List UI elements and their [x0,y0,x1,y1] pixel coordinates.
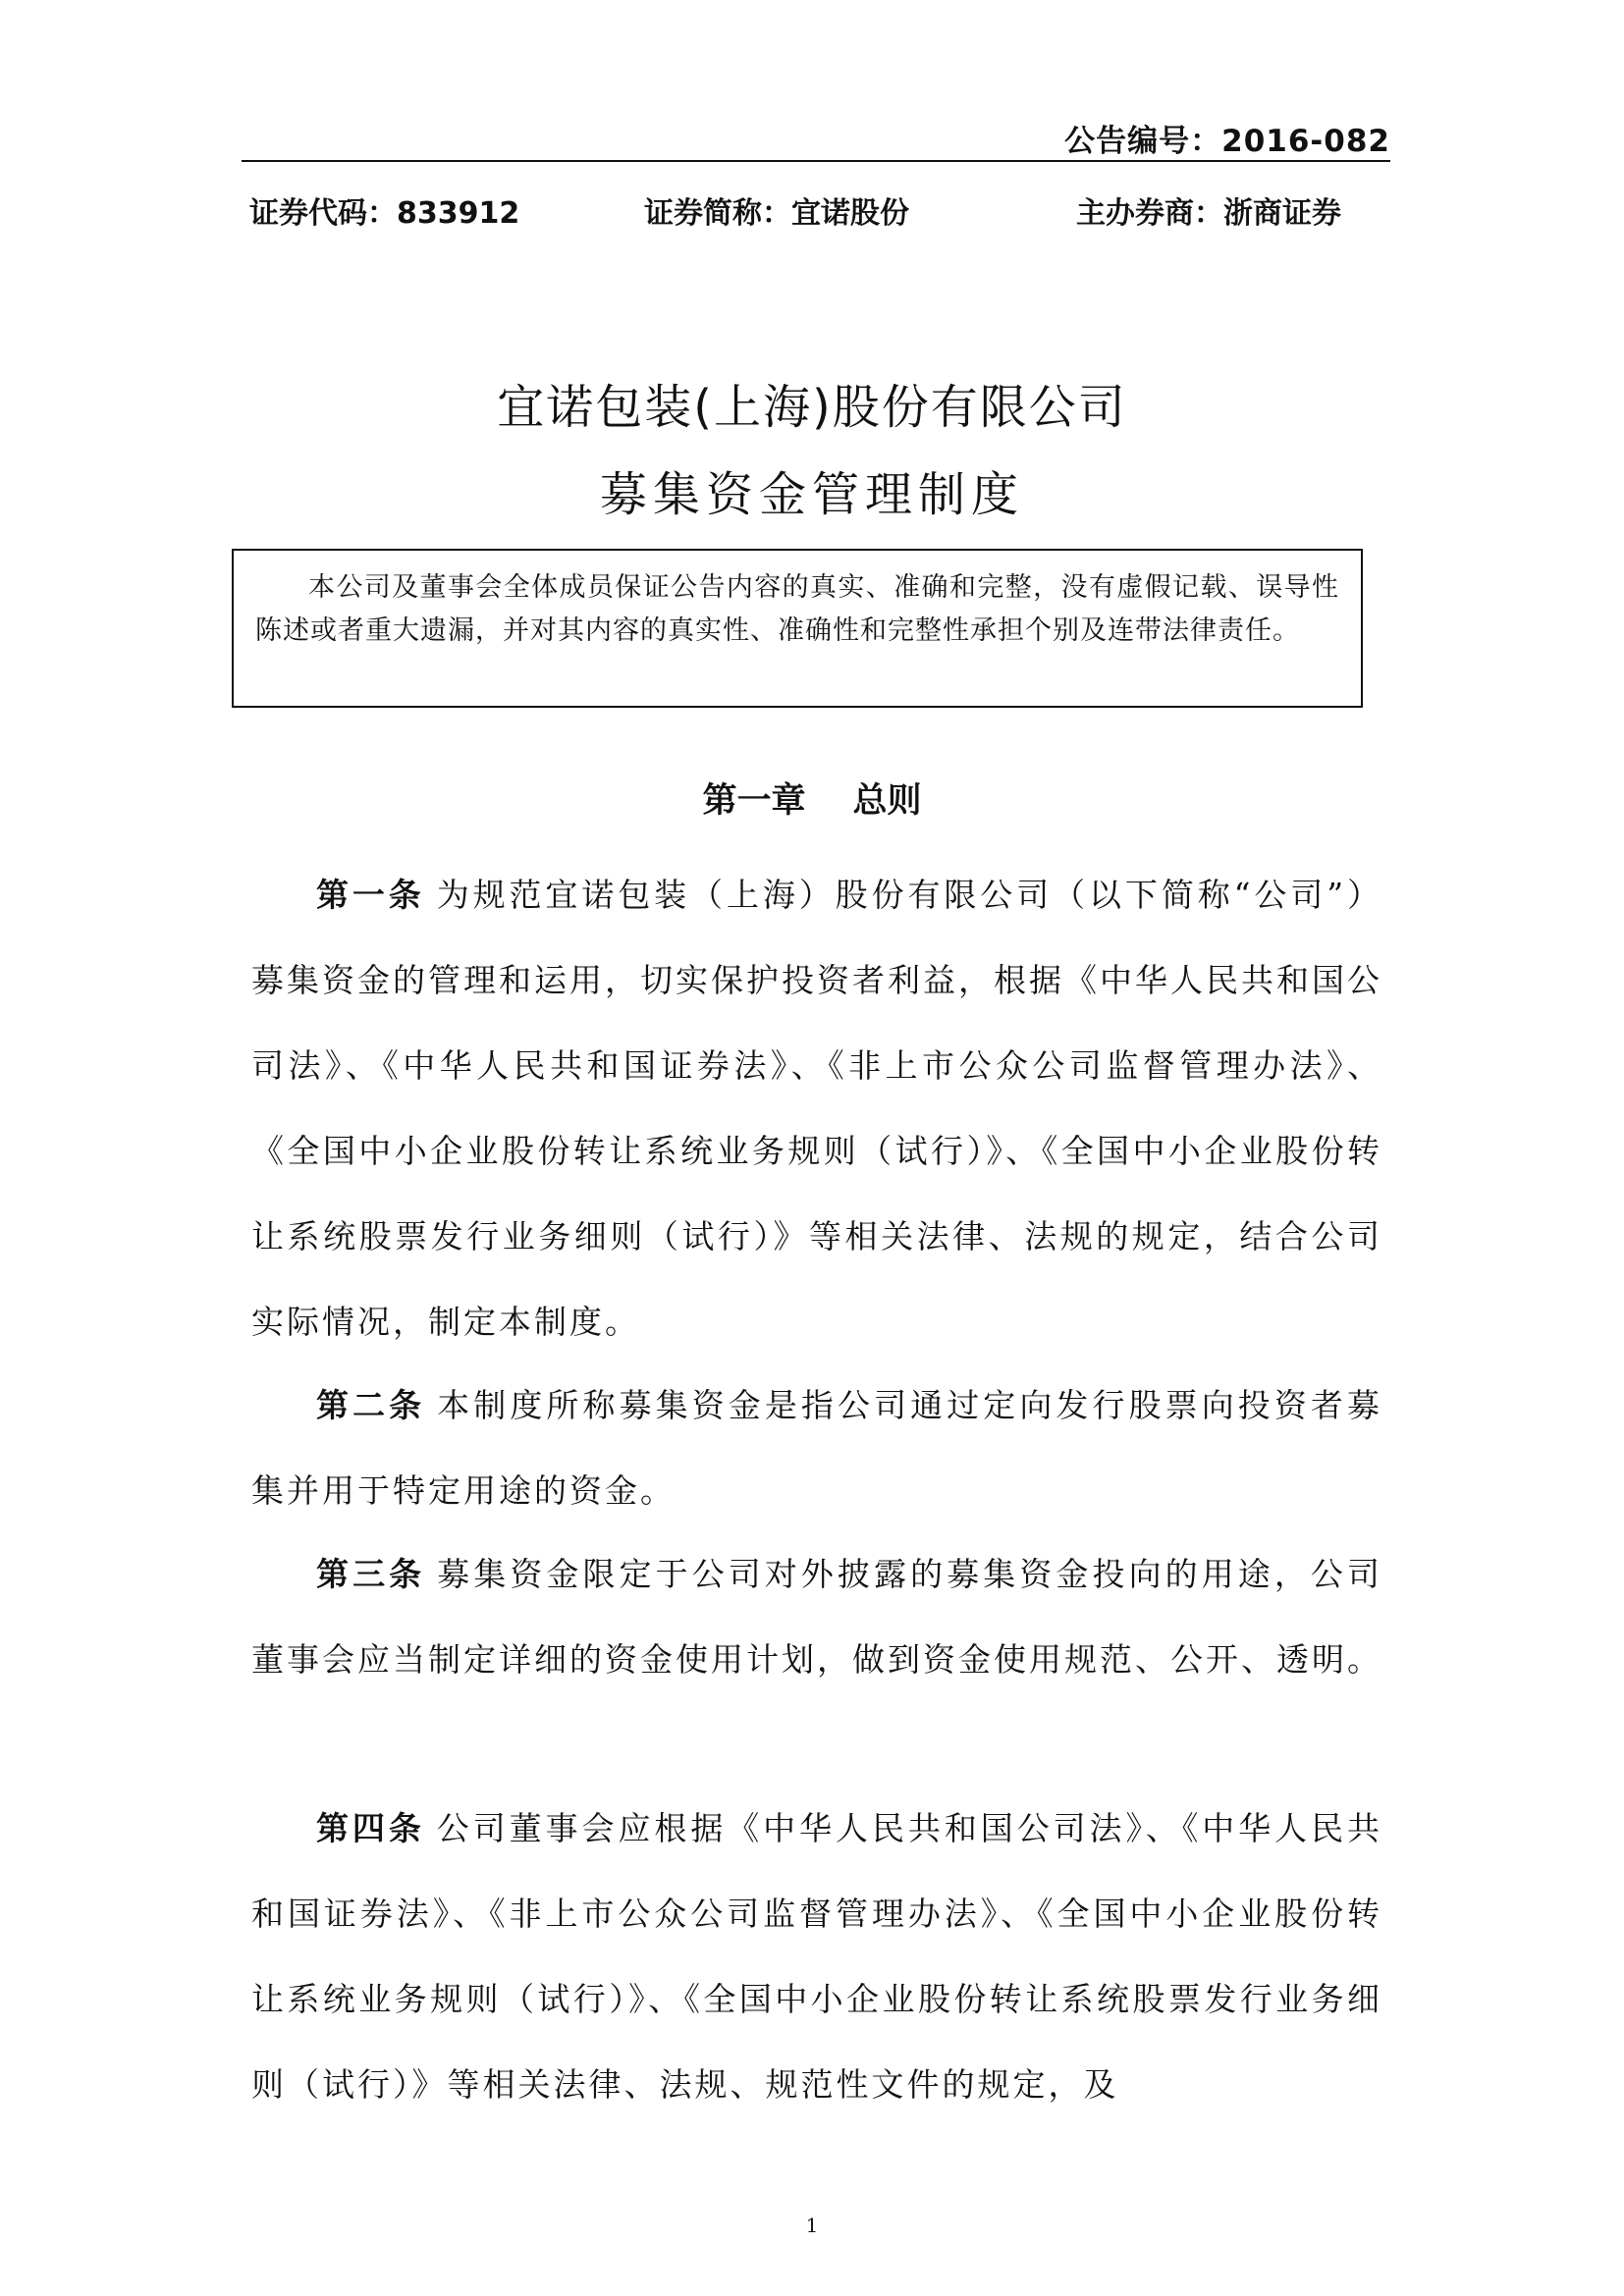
document-title: 募集资金管理制度 [599,467,1024,522]
chapter-heading [0,774,1624,823]
article-text: 公司董事会应根据《中华人民共和国公司法》、《中华人民共和国证券法》、《非上市公众公司监督管理办法》、《全国中小企业股份转让系统业务规则（试行）》、《全国中小企业股份转让系统股票发行业务细则（试行）》等相关法律、法规、规范性文件的规定，及 [251,1809,1383,2104]
article-label: 第一条 [316,876,425,914]
sponsor-broker: 主办券商：浙商证券 [1076,196,1341,231]
article-3 [251,1531,1382,1702]
article-text: 募集资金限定于公司对外披露的募集资金投向的用途，公司董事会应当制定详细的资金使用计划，做到资金使用规范、公开、透明。 [251,1555,1383,1679]
security-info-row [249,188,1379,232]
security-code: 证券代码：833912 [249,196,520,231]
article-label: 第二条 [316,1386,426,1424]
declaration-box: 本公司及董事会全体成员保证公告内容的真实、准确和完整，没有虚假记载、误导性陈述或者重大遗漏，并对其内容的真实性、准确性和完整性承担个别及连带法律责任。 [232,549,1363,708]
page-number: 1 [805,2214,819,2237]
article-2 [251,1362,1382,1533]
article-1 [251,852,1382,1364]
article-4 [251,1786,1382,2127]
security-name: 证券简称：宜诺股份 [644,196,909,231]
chapter-name: 总则 [852,781,922,821]
notice-number: 公告编号：2016-082 [1064,124,1390,159]
article-text: 本制度所称募集资金是指公司通过定向发行股票向投资者募集并用于特定用途的资金。 [251,1386,1383,1510]
chapter-number: 第一章 [702,781,806,821]
article-label: 第四条 [316,1809,425,1847]
article-text: 为规范宜诺包装（上海）股份有限公司（以下简称“公司”）募集资金的管理和运用，切实保护投资者利益，根据《中华人民共和国公司法》、《中华人民共和国证券法》、《非上市公众公司监督管理办法》、《全国中小企业股份转让系统业务规则（试行）》、《全国中小企业股份转让系统股票发行业务细则（试行）》等相关法律、法规的规定，结合公司实际情况，制定本制度。 [251,876,1382,1341]
header-divider [242,160,1390,162]
company-title: 宜诺包装(上海)股份有限公司 [497,380,1127,435]
article-label: 第三条 [316,1555,426,1593]
